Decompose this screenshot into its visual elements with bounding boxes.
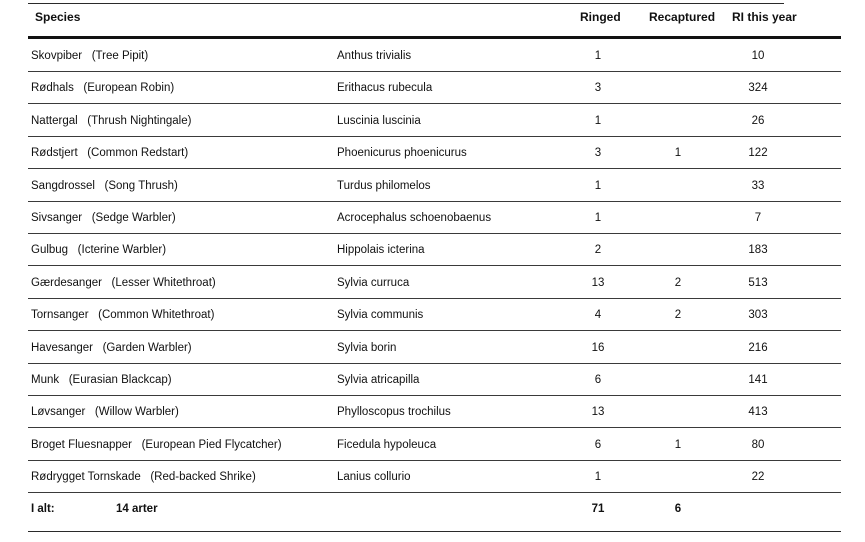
danish-name: Sangdrossel (Song Thrush) <box>31 180 178 192</box>
recaptured-count: 1 <box>674 147 682 159</box>
ringed-count: 1 <box>594 471 602 483</box>
ringed-count: 6 <box>594 439 602 451</box>
ringed-count: 16 <box>591 342 605 354</box>
total-recaptured: 6 <box>674 503 682 515</box>
header-ri-this-year: RI this year <box>732 10 797 24</box>
ri-count: 33 <box>751 180 765 192</box>
header-recaptured: Recaptured <box>649 10 716 24</box>
latin-name: Sylvia curruca <box>337 277 410 289</box>
total-row <box>0 493 865 525</box>
row-divider <box>28 168 841 169</box>
header-divider <box>28 36 841 39</box>
header-species: Species <box>35 10 81 24</box>
row-divider <box>28 427 841 428</box>
top-rule <box>28 3 784 4</box>
ringed-count: 3 <box>594 147 602 159</box>
latin-name: Anthus trivialis <box>337 50 412 62</box>
latin-name: Phylloscopus trochilus <box>337 406 451 418</box>
ri-count: 216 <box>748 342 768 354</box>
table-row <box>0 72 865 104</box>
latin-name: Sylvia borin <box>337 342 397 354</box>
table-row <box>0 267 865 299</box>
ri-count: 80 <box>751 439 765 451</box>
table-row <box>0 332 865 364</box>
ri-count: 26 <box>751 115 765 127</box>
ri-count: 413 <box>748 406 768 418</box>
ringed-count: 1 <box>594 180 602 192</box>
ri-count: 513 <box>748 277 768 289</box>
recaptured-count: 2 <box>674 277 682 289</box>
latin-name: Luscinia luscinia <box>337 115 421 127</box>
table-row <box>0 234 865 266</box>
ringed-count: 1 <box>594 115 602 127</box>
table-row <box>0 170 865 202</box>
latin-name: Sylvia atricapilla <box>337 374 420 386</box>
ri-count: 324 <box>748 82 768 94</box>
latin-name: Sylvia communis <box>337 309 424 321</box>
danish-name: Rødhals (European Robin) <box>31 82 175 94</box>
danish-name: Sivsanger (Sedge Warbler) <box>31 212 176 224</box>
table-row <box>0 461 865 493</box>
danish-name: Nattergal (Thrush Nightingale) <box>31 115 192 127</box>
latin-name: Acrocephalus schoenobaenus <box>337 212 492 224</box>
ringed-count: 3 <box>594 82 602 94</box>
danish-name: Gærdesanger (Lesser Whitethroat) <box>31 277 216 289</box>
ringed-count: 2 <box>594 244 602 256</box>
table-row <box>0 299 865 331</box>
ringed-count: 6 <box>594 374 602 386</box>
ringed-count: 13 <box>591 277 605 289</box>
danish-name: Gulbug (Icterine Warbler) <box>31 244 167 256</box>
latin-name: Erithacus rubecula <box>337 82 433 94</box>
table-row <box>0 429 865 461</box>
table-row <box>0 202 865 234</box>
danish-name: Broget Fluesnapper (European Pied Flycatcher) <box>31 439 282 451</box>
table-row <box>0 396 865 428</box>
danish-name: Tornsanger (Common Whitethroat) <box>31 309 215 321</box>
table-row <box>0 137 865 169</box>
latin-name: Turdus philomelos <box>337 180 431 192</box>
latin-name: Lanius collurio <box>337 471 411 483</box>
danish-name: Skovpiber (Tree Pipit) <box>31 50 149 62</box>
ringed-count: 1 <box>594 50 602 62</box>
latin-name: Phoenicurus phoenicurus <box>337 147 467 159</box>
table-row <box>0 105 865 137</box>
latin-name: Ficedula hypoleuca <box>337 439 437 451</box>
total-ringed: 71 <box>591 503 605 515</box>
row-divider <box>28 265 841 266</box>
danish-name: Rødrygget Tornskade (Red-backed Shrike) <box>31 471 256 483</box>
ri-count: 141 <box>748 374 768 386</box>
ri-count: 7 <box>754 212 762 224</box>
danish-name: Havesanger (Garden Warbler) <box>31 342 192 354</box>
ri-count: 183 <box>748 244 768 256</box>
danish-name: Munk (Eurasian Blackcap) <box>31 374 172 386</box>
recaptured-count: 2 <box>674 309 682 321</box>
ri-count: 10 <box>751 50 765 62</box>
total-label: I alt: <box>31 503 55 515</box>
row-divider <box>28 103 841 104</box>
total-species-count: 14 arter <box>116 503 158 515</box>
ringed-count: 4 <box>594 309 602 321</box>
ri-count: 22 <box>751 471 765 483</box>
row-divider <box>28 330 841 331</box>
ri-count: 122 <box>748 147 768 159</box>
latin-name: Hippolais icterina <box>337 244 425 256</box>
header-ringed: Ringed <box>580 10 621 24</box>
danish-name: Løvsanger (Willow Warbler) <box>31 406 179 418</box>
recaptured-count: 1 <box>674 439 682 451</box>
bottom-rule <box>28 531 841 532</box>
danish-name: Rødstjert (Common Redstart) <box>31 147 189 159</box>
table-row <box>0 364 865 396</box>
ri-count: 303 <box>748 309 768 321</box>
ringed-count: 13 <box>591 406 605 418</box>
table-row <box>0 40 865 72</box>
ringed-count: 1 <box>594 212 602 224</box>
